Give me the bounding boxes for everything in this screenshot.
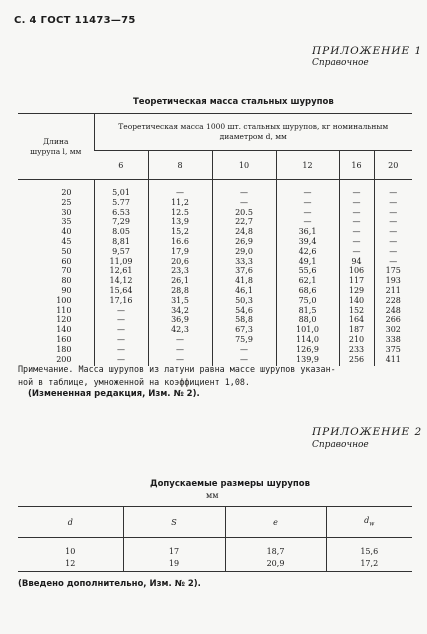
mass-cell: — (374, 180, 412, 198)
note-line-2: ной в таблице, умноженной на коэффициент 1,08. (18, 377, 250, 387)
table-row (18, 227, 412, 237)
table-row (18, 296, 412, 306)
mass-cell: — (148, 355, 212, 367)
dimension-cell: 12 (65, 559, 76, 568)
mass-cell: 55,6 (276, 266, 339, 276)
mass-cell: 117 (339, 276, 374, 286)
appendix1-title: ПРИЛОЖЕНИЕ 1 (312, 45, 423, 57)
diameter-header: 16 (339, 151, 374, 180)
mass-cell: 152 (339, 306, 374, 316)
mass-cell: — (339, 237, 374, 247)
mass-cell: — (276, 198, 339, 208)
mass-cell: 11,09 (94, 257, 148, 267)
appendix1-subtitle: Справочное (312, 58, 369, 68)
length-cell: 200 (56, 354, 72, 364)
mass-cell: 126,9 (276, 345, 339, 355)
mass-cell: 39,4 (276, 237, 339, 247)
mass-cell: — (94, 325, 148, 335)
mass-cell: 210 (339, 335, 374, 345)
dimension-cell: 19 (123, 558, 225, 572)
table-row (18, 306, 412, 316)
dimension-cell: 10 (65, 547, 76, 556)
mass-cell: — (276, 180, 339, 198)
mass-cell: 29,0 (212, 247, 276, 257)
mass-cell: — (148, 180, 212, 198)
mass-cell: — (148, 345, 212, 355)
mass-cell: 15,64 (94, 286, 148, 296)
mass-cell: — (339, 227, 374, 237)
appendix2-subtitle: Справочное (312, 440, 369, 450)
mass-cell: — (94, 306, 148, 316)
mass-cell: 75,9 (212, 335, 276, 345)
dimension-cell: 15,6 (326, 538, 412, 559)
diameter-header: 10 (212, 151, 276, 180)
mass-cell: — (374, 217, 412, 227)
mass-table (18, 113, 412, 366)
header-d: d (18, 507, 123, 538)
mass-cell: 15,2 (148, 227, 212, 237)
mass-cell: 23,3 (148, 266, 212, 276)
table-row (18, 247, 412, 257)
table-row (18, 198, 412, 208)
table-row (18, 276, 412, 286)
mass-cell: 49,1 (276, 257, 339, 267)
mass-cell: 256 (339, 355, 374, 367)
mass-cell: 88,0 (276, 315, 339, 325)
mass-cell: — (339, 217, 374, 227)
length-cell: 160 (56, 334, 72, 344)
mass-cell: 34,2 (148, 306, 212, 316)
mass-cell: — (148, 335, 212, 345)
mass-cell: 81,5 (276, 306, 339, 316)
length-cell: 35 (61, 217, 72, 227)
mass-cell: 175 (374, 266, 412, 276)
page-header: С. 4 ГОСТ 11473—75 (14, 15, 136, 26)
table-row (18, 345, 412, 355)
footer-note: (Введено дополнительно, Изм. № 2). (18, 579, 201, 589)
mass-cell: 24,8 (212, 227, 276, 237)
mass-cell: 6.53 (94, 208, 148, 218)
dimension-cell: 18,7 (225, 538, 326, 559)
length-cell: 140 (56, 325, 72, 335)
mass-column-header: Теоретическая масса 1000 шт. стальных шурупов, кг номинальным диаметром d, мм (94, 114, 412, 151)
length-cell: 90 (61, 285, 72, 295)
table-row (18, 558, 412, 572)
mass-cell: 164 (339, 315, 374, 325)
length-column-header: Длина шурупа l, мм (18, 114, 94, 180)
mass-cell: — (94, 355, 148, 367)
mass-cell: 31,5 (148, 296, 212, 306)
mass-cell: 302 (374, 325, 412, 335)
mass-cell: 67,3 (212, 325, 276, 335)
mass-cell: 75,0 (276, 296, 339, 306)
mass-cell: 7,29 (94, 217, 148, 227)
table-row (18, 180, 412, 198)
header-s: S (123, 507, 225, 538)
mass-cell: 37,6 (212, 266, 276, 276)
table-row (18, 266, 412, 276)
mass-cell: 12.5 (148, 208, 212, 218)
note-line-1: Примечание. Масса шурупов из латуни равна массе шурупов указан- (18, 364, 336, 374)
mass-cell: 193 (374, 276, 412, 286)
mass-table-body (18, 180, 412, 367)
mass-cell: — (212, 198, 276, 208)
mass-cell: 68,6 (276, 286, 339, 296)
table-row (18, 286, 412, 296)
mass-cell: — (212, 355, 276, 367)
mass-cell: — (374, 227, 412, 237)
dimension-cell: 20,9 (225, 558, 326, 572)
length-cell: 180 (56, 344, 72, 354)
mass-cell: 17,16 (94, 296, 148, 306)
diameter-header: 20 (374, 151, 412, 180)
mass-cell: 50,3 (212, 296, 276, 306)
table-row (18, 538, 412, 559)
mass-cell: 114,0 (276, 335, 339, 345)
length-cell: 25 (61, 197, 72, 207)
mass-cell: 14,12 (94, 276, 148, 286)
mass-cell: — (374, 198, 412, 208)
mass-cell: — (276, 217, 339, 227)
mass-cell: 266 (374, 315, 412, 325)
length-cell: 70 (61, 266, 72, 276)
mass-cell: — (94, 315, 148, 325)
mass-cell: 20,6 (148, 257, 212, 267)
edit-note: (Измененная редакция, Изм. № 2). (28, 389, 200, 399)
dimensions-table-body (18, 538, 412, 572)
mass-cell: 248 (374, 306, 412, 316)
mass-cell: 139,9 (276, 355, 339, 367)
header-dw: $d_w$ (326, 507, 412, 538)
mass-cell: 5,01 (94, 180, 148, 198)
mass-cell: 9,57 (94, 247, 148, 257)
mass-cell: 8.05 (94, 227, 148, 237)
appendix2-title: ПРИЛОЖЕНИЕ 2 (312, 426, 423, 438)
dimensions-table (18, 506, 412, 572)
length-cell: 50 (61, 246, 72, 256)
mass-cell: — (374, 208, 412, 218)
mass-cell: 42,3 (148, 325, 212, 335)
mass-cell: 5.77 (94, 198, 148, 208)
mass-cell: 62,1 (276, 276, 339, 286)
mass-cell: 17,9 (148, 247, 212, 257)
mass-cell: 106 (339, 266, 374, 276)
mass-cell: — (212, 345, 276, 355)
mass-cell: 8,81 (94, 237, 148, 247)
mass-cell: — (94, 335, 148, 345)
mass-cell: — (374, 237, 412, 247)
mass-cell: 187 (339, 325, 374, 335)
table2-title: Допускаемые размеры шурупов (150, 479, 310, 489)
mass-cell: 13,9 (148, 217, 212, 227)
mass-cell: 36,9 (148, 315, 212, 325)
length-cell: 110 (56, 305, 72, 315)
mass-cell: 36,1 (276, 227, 339, 237)
dimension-cell: 17 (123, 538, 225, 559)
table-row (18, 325, 412, 335)
mass-cell: 411 (374, 355, 412, 367)
mass-cell: 101,0 (276, 325, 339, 335)
table1-title: Теоретическая масса стальных шурупов (133, 97, 334, 107)
mass-cell: 11,2 (148, 198, 212, 208)
length-cell: 60 (61, 256, 72, 266)
dimension-cell: 17,2 (326, 558, 412, 572)
diameter-header: 8 (148, 151, 212, 180)
mass-cell: 233 (339, 345, 374, 355)
length-cell: 45 (61, 236, 72, 246)
mass-cell: 41,8 (212, 276, 276, 286)
length-cell: 80 (61, 276, 72, 286)
mass-cell: 375 (374, 345, 412, 355)
mass-cell: 33,3 (212, 257, 276, 267)
mass-cell: 58,8 (212, 315, 276, 325)
mass-cell: — (339, 247, 374, 257)
length-cell: 20 (61, 188, 72, 197)
header-e: e (225, 507, 326, 538)
table-row (18, 335, 412, 345)
length-cell: 100 (56, 295, 72, 305)
mass-cell: — (374, 247, 412, 257)
mass-cell: — (212, 180, 276, 198)
mass-cell: 42,6 (276, 247, 339, 257)
table-row (18, 217, 412, 227)
mass-cell: 28,8 (148, 286, 212, 296)
mass-cell: 94 (339, 257, 374, 267)
table-row (18, 257, 412, 267)
mass-cell: 140 (339, 296, 374, 306)
mass-cell: — (339, 180, 374, 198)
length-cell: 40 (61, 227, 72, 237)
mass-cell: 16.6 (148, 237, 212, 247)
table2-unit: мм (206, 491, 219, 500)
mass-cell: — (374, 257, 412, 267)
mass-cell: 54,6 (212, 306, 276, 316)
mass-cell: 26,1 (148, 276, 212, 286)
mass-cell: 46,1 (212, 286, 276, 296)
mass-cell: 22,7 (212, 217, 276, 227)
table-row (18, 237, 412, 247)
mass-cell: — (339, 198, 374, 208)
mass-cell: 26,9 (212, 237, 276, 247)
length-cell: 30 (61, 207, 72, 217)
length-cell: 120 (56, 315, 72, 325)
diameter-header: 12 (276, 151, 339, 180)
mass-cell: 211 (374, 286, 412, 296)
mass-cell: — (94, 345, 148, 355)
table-row (18, 315, 412, 325)
table-row (18, 208, 412, 218)
mass-cell: 20.5 (212, 208, 276, 218)
mass-cell: 129 (339, 286, 374, 296)
mass-cell: — (276, 208, 339, 218)
mass-cell: 338 (374, 335, 412, 345)
mass-cell: 228 (374, 296, 412, 306)
diameter-header: 6 (118, 160, 124, 170)
mass-cell: 12,61 (94, 266, 148, 276)
mass-cell: — (339, 208, 374, 218)
